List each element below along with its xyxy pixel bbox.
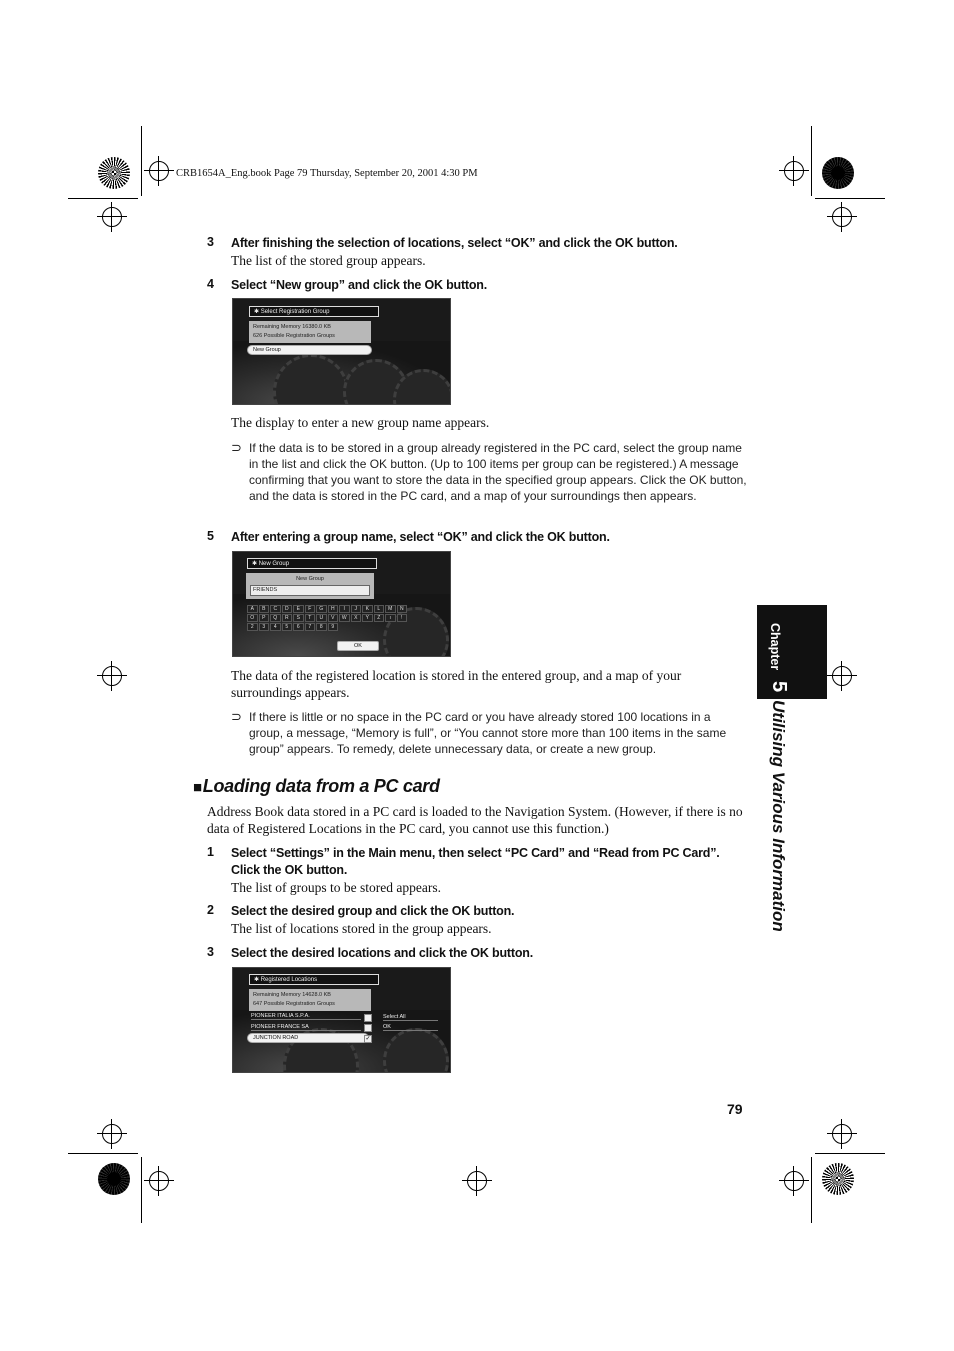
step-title: Select “New group” and click the OK button. — [231, 278, 488, 292]
step-title: Select the desired locations and click the OK button. — [231, 946, 533, 960]
step-number: 1 — [207, 845, 214, 859]
step-title: Select “Settings” in the Main menu, then select “PC Card” and “Read from PC Card”. Click the OK button. — [231, 846, 720, 877]
key[interactable]: 6 — [293, 623, 304, 631]
group-name-panel: New Group FRIENDS — [246, 573, 374, 599]
key[interactable]: 4 — [270, 623, 281, 631]
section-marker: ■ — [193, 779, 202, 796]
location-checkbox-checked[interactable]: ✓ — [365, 1036, 371, 1042]
key[interactable]: H — [328, 605, 339, 613]
step-3-finish-selection — [207, 235, 747, 269]
step-2-select-group — [207, 903, 747, 937]
key[interactable]: L — [374, 605, 385, 613]
key[interactable]: I — [339, 605, 350, 613]
key[interactable]: E — [293, 605, 304, 613]
book-info-header: CRB1654A_Eng.book Page 79 Thursday, September 20, 2001 4:30 PM — [176, 168, 478, 179]
chapter-label: Chapter — [768, 623, 782, 671]
crop-line — [141, 1157, 142, 1223]
key[interactable]: V — [328, 614, 339, 622]
location-checkbox[interactable] — [364, 1014, 372, 1022]
key[interactable]: F — [305, 605, 316, 613]
note-memory-full — [231, 709, 747, 757]
step-number: 3 — [207, 235, 214, 249]
key[interactable]: N — [397, 605, 408, 613]
key[interactable]: D — [282, 605, 293, 613]
display-new-group-text: The display to enter a new group name appears. — [231, 415, 490, 430]
key[interactable]: 5 — [282, 623, 293, 631]
key[interactable]: A — [247, 605, 258, 613]
registration-mark-left-lower — [102, 1124, 122, 1144]
registration-mark-top-right — [784, 161, 804, 181]
registration-mark-top-left — [149, 161, 169, 181]
key[interactable]: B — [259, 605, 270, 613]
key[interactable]: Q — [270, 614, 281, 622]
crop-line — [141, 126, 142, 196]
crop-line — [815, 198, 885, 199]
memory-info-panel: Remaining Memory 14628.0 KB 647 Possible Registration Groups — [249, 989, 371, 1011]
key[interactable]: T — [305, 614, 316, 622]
key[interactable]: P — [259, 614, 270, 622]
screenshot-select-registration-group — [232, 298, 451, 405]
step-number: 3 — [207, 945, 214, 959]
registration-mark-bottom-center — [467, 1171, 487, 1191]
registration-mark-left-upper — [102, 207, 122, 227]
step-title: After finishing the selection of locations, select “OK” and click the OK button. — [231, 236, 678, 250]
key[interactable]: G — [316, 605, 327, 613]
key[interactable]: Z — [374, 614, 385, 622]
note-existing-group — [231, 440, 747, 504]
registration-sunburst-bottom-right — [822, 1163, 854, 1195]
registration-sunburst-top-right — [822, 157, 854, 189]
section-intro: Address Book data stored in a PC card is loaded to the Navigation System. (However, if there is no data of Registered Locations in the PC card, you cannot use this function.) — [207, 804, 743, 836]
page-number: 79 — [727, 1101, 743, 1117]
key[interactable]: M — [385, 605, 396, 613]
group-name-input[interactable]: FRIENDS — [250, 585, 370, 596]
chapter-number: 5 — [768, 680, 791, 693]
compass-icon: ✱ — [254, 309, 260, 315]
keyboard-row-1 — [247, 605, 408, 613]
registration-mark-right-upper — [832, 207, 852, 227]
key[interactable]: S — [293, 614, 304, 622]
step-title: Select the desired group and click the OK button. — [231, 904, 515, 918]
key[interactable]: R — [282, 614, 293, 622]
memory-info-panel: Remaining Memory 16380.0 KB 626 Possible Registration Groups — [249, 321, 371, 343]
key[interactable]: 8 — [316, 623, 327, 631]
step-1-read-pc-card — [207, 845, 747, 896]
section-heading — [193, 776, 440, 797]
location-row[interactable]: PIONEER ITALIA S.P.A. — [251, 1013, 361, 1020]
registration-mark-right-middle — [832, 666, 852, 686]
chapter-side-title: Utilising Various Information — [769, 700, 788, 932]
key[interactable]: 7 — [305, 623, 316, 631]
location-row[interactable]: PIONEER FRANCE SA — [251, 1024, 361, 1031]
step-description: The list of locations stored in the group appears. — [231, 921, 492, 936]
select-all-button[interactable]: Select All — [383, 1014, 438, 1021]
step-number: 5 — [207, 529, 214, 543]
registration-sunburst-top-left — [98, 157, 130, 189]
key[interactable]: 9 — [328, 623, 339, 631]
key[interactable]: C — [270, 605, 281, 613]
chapter-tab — [757, 605, 827, 699]
ok-button[interactable]: OK — [337, 641, 379, 651]
crop-line — [811, 1157, 812, 1223]
ok-button[interactable]: OK — [383, 1024, 438, 1031]
step-5-enter-group-name — [207, 529, 747, 546]
note-text: If the data is to be stored in a group already registered in the PC card, select the group name in the list and click the OK button. (Up to 100 items per group can be registered.) A message confirming that you want to store the data in the specified group appears. Click the OK button, and the data is stored in the PC card, and a map of your surroundings then appears. — [249, 441, 747, 503]
key[interactable]: W — [339, 614, 350, 622]
step-4-new-group — [207, 277, 747, 294]
crop-line — [68, 198, 138, 199]
step-3-select-locations — [207, 945, 747, 962]
section-heading-text: Loading data from a PC card — [202, 776, 440, 796]
keyboard-row-2 — [247, 614, 408, 622]
crop-line — [811, 126, 812, 196]
note-arrow-icon: ⊃ — [231, 709, 242, 724]
key[interactable]: 3 — [259, 623, 270, 631]
key[interactable]: ! — [397, 614, 408, 622]
key[interactable]: U — [316, 614, 327, 622]
registration-mark-left-middle — [102, 666, 122, 686]
screenshot-registered-locations — [232, 967, 451, 1073]
stored-group-text: The data of the registered location is stored in the entered group, and a map of your surroundings appears. — [231, 668, 682, 700]
key[interactable]: J — [351, 605, 362, 613]
keyboard-row-3 — [247, 623, 339, 631]
key[interactable]: O — [247, 614, 258, 622]
step-number: 2 — [207, 903, 214, 917]
crop-line — [68, 1153, 138, 1154]
key[interactable]: X — [351, 614, 362, 622]
step-description: The list of groups to be stored appears. — [231, 880, 441, 895]
step-title: After entering a group name, select “OK” and click the OK button. — [231, 530, 610, 544]
crop-line — [815, 1153, 885, 1154]
note-arrow-icon: ⊃ — [231, 440, 242, 455]
registration-mark-bottom-left — [149, 1171, 169, 1191]
registration-sunburst-bottom-left — [98, 1163, 130, 1195]
key[interactable]: ı — [385, 614, 396, 622]
step-number: 4 — [207, 277, 214, 291]
screen-window-title: ✱ New Group — [247, 558, 377, 569]
screen-window-title: ✱ Registered Locations — [249, 974, 379, 985]
compass-icon: ✱ — [254, 977, 260, 983]
compass-icon: ✱ — [252, 561, 258, 567]
registration-mark-right-lower — [832, 1124, 852, 1144]
key[interactable]: K — [362, 605, 373, 613]
registration-mark-bottom-right — [784, 1171, 804, 1191]
new-group-list-item[interactable]: New Group — [247, 345, 372, 355]
key[interactable]: Y — [362, 614, 373, 622]
screenshot-new-group-keyboard — [232, 551, 451, 657]
screen-window-title: ✱ Select Registration Group — [249, 306, 379, 317]
key[interactable]: 2 — [247, 623, 258, 631]
location-row-selected[interactable]: JUNCTION ROAD — [247, 1033, 369, 1043]
location-checkbox[interactable] — [364, 1024, 372, 1032]
step-description: The list of the stored group appears. — [231, 253, 426, 268]
note-text: If there is little or no space in the PC card or you have already stored 100 locations in a group, a message, “Memory is full”, or “You cannot store more than 100 items in the same group” appears. To remedy, delete unnecessary data, or create a new group. — [249, 710, 727, 756]
